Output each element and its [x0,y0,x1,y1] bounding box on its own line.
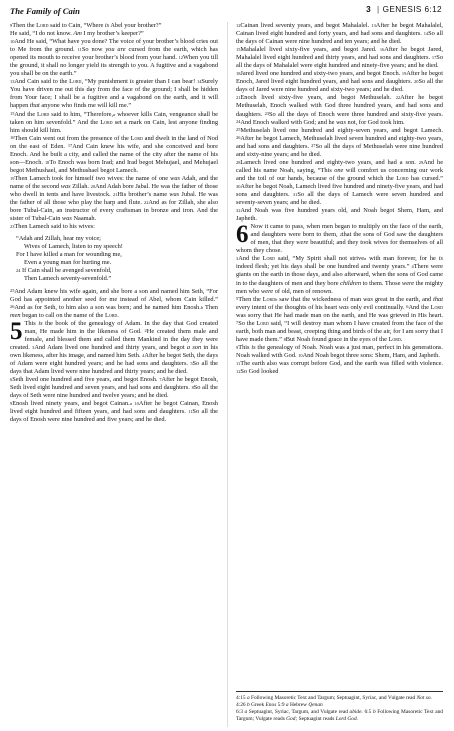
left-paragraph: $^9$Then the Lord said to Cain, “Where is Abel your brother?” [10,22,162,29]
footnote: 6:3 a Septuagint, Syriac, Targum, and Vulgate read abide. 6:5 b Following Masoretic Text and Targum; Vulgate reads God; Septuagint reads Lord God. [236,709,443,722]
poem [10,235,218,283]
poem-line: Wives of Lamech, listen to my speech! [24,243,123,251]
right-paragraph: $^{25}$Methuselah lived one hundred and eighty-seven years, and begot Lamech. $^{26}$After he begot Lamech, Methuselah lived seven hundred and eighty-two years, and had sons and daughters. $^{27}$So all the days of Methuselah were nine hundred and sixty-nine years; and he died. [236,126,443,158]
page-header [0,0,454,22]
left-paragraph: $^{25}$And Adam knew his wife again, and she bore a son and named him Seth, “For God has appointed another seed for me instead of Abel, whom Cain killed.” $^{26}$And as for Seth, to him also a son was born; and he named him Enosh.$^b$ Then men began to call on the name of the Lord. [10,287,218,319]
left-column [10,22,218,727]
left-paragraph: $^{13}$And Cain said to the Lord, “My punishment is greater than I can bear! $^{14}$Surely You have driven me out this day from the face of the ground; I shall be hidden from Your face; I shall be a fugitive and a vagabond on the earth, and it will happen that anyone who finds me will kill me.” [10,78,218,110]
page-body [10,22,446,727]
footnotes [236,691,443,723]
left-paragraph: $^{23}$Then Lamech said to his wives: [10,223,95,231]
poem-line: $^{24}$ If Cain shall be avenged sevenfold, [16,267,112,275]
column-gutter [227,22,228,727]
right-column [236,22,443,727]
right-paragraph: $^{11}$The earth also was corrupt before God, and the earth was filled with violence. $^{12}$So God looked [236,359,443,376]
right-paragraph: $^5$Then the Lord$^b$ saw that the wickedness of man was great in the earth, and that every intent of the thoughts of his heart was only evil continually. $^6$And the Lord was sorry that He had made man on the earth, and He was grieved in His heart. $^7$So the Lord said, “I will destroy man whom I have created from the face of the earth, both man and beast, creeping thing and birds of the air, for I am sorry that I have made them.” $^8$But Noah found grace in the eyes of the Lord. [236,295,443,343]
poem-line: Even a young man for hurting me. [24,259,112,267]
left-paragraph: $^{10}$And He said, “What have you done? The voice of your brother’s blood cries out to Me from the ground. $^{11}$So now you are cursed from the earth, which has opened its mouth to receive your brother’s blood from your hand. $^{12}$When you till the ground, it shall no longer yield its strength to you. A fugitive and a vagabond you shall be on the earth.” [10,38,218,78]
running-title: The Family of Cain [10,6,80,16]
left-paragraph: $^{19}$Then Lamech took for himself two wives: the name of one was Adah, and the name of the second was Zillah. $^{20}$And Adah bore Jabal. He was the father of those who dwell in tents and have livestock. $^{21}$His brother’s name was Jubal. He was the father of all those who play the harp and flute. $^{22}$And as for Zillah, she also bore Tubal-Cain, an instructor of every craftsman in bronze and iron. And the sister of Tubal-Cain was Naamah. [10,174,218,223]
right-column-text [236,22,443,376]
right-paragraph: $^{21}$Enoch lived sixty-five years, and begot Methuselah. $^{22}$After he begot Methuselah, Enoch walked with God three hundred years, and had sons and daughters. $^{23}$So all the days of Enoch were three hundred and sixty-five years. $^{24}$And Enoch walked with God; and he was not, for God took him. [236,94,443,126]
chapter-paragraph: 6 Now it came to pass, when men began to multiply on the face of the earth, and daughters were born to them, $^2$that the sons of God saw the daughters of men, that they were beautiful; and they took wives for themselves of all whom they chose. [236,221,443,255]
poem-line: Then Lamech seventy-sevenfold.” [24,275,112,283]
right-paragraph: $^{15}$Mahalalel lived sixty-five years, and begot Jared. $^{16}$After he begot Jared, Mahalalel lived eight hundred and thirty years, and had sons and daughters. $^{17}$So all the days of Mahalalel were eight hundred and ninety-five years; and he died. [236,46,443,70]
chapter-verse-ref: GENESIS 6:12 [382,5,442,14]
chapter-number: 5 [10,317,23,345]
left-paragraph: $^{16}$Then Cain went out from the presence of the Lord and dwelt in the land of Nod on the east of Eden. $^{17}$And Cain knew his wife, and she conceived and bore Enoch. And he built a city, and called the name of the city after the name of his son—Enoch. $^{18}$To Enoch was born Irad; and Irad begot Mehujael, and Mehujael begot Methushael, and Methushael begot Lamech. [10,134,218,174]
chapter-paragraph: 5 This is the book of the genealogy of Adam. In the day that God created man, He made him in the likeness of God. $^2$He created them male and female, and blessed them and called them Mankind in the day they were created. $^3$And Adam lived one hundred and thirty years, and begot a son in his own likeness, after his image, and named him Seth. $^4$After he begot Seth, the days of Adam were eight hundred years; and he had sons and daughters. $^5$So all the days that Adam lived were nine hundred and thirty years; and he died. [10,317,218,375]
right-paragraph: $^{32}$And Noah was five hundred years old, and Noah begot Shem, Ham, and Japheth. [236,207,443,223]
page-number: 3 [366,5,372,14]
left-paragraph: $^{15}$And the Lord said to him, “Therefore,$^a$ whoever kills Cain, vengeance shall be taken on him sevenfold.” And the Lord set a mark on Cain, lest anyone finding him should kill him. [10,110,218,134]
footnote: 4:15 a Following Masoretic Text and Targum; Septuagint, Syriac, and Vulgate read Not so. [236,695,432,701]
left-paragraph: $^9$Enosh lived ninety years, and begot Cainan.$^a$ $^{10}$After he begot Cainan, Enosh lived eight hundred and fifteen years, and had sons and daughters. $^{11}$So all the days of Enosh were nine hundred and five years; and he died. [10,400,218,424]
right-paragraph: $^{12}$Cainan lived seventy years, and begot Mahalalel. $^{13}$After he begot Mahalalel, Cainan lived eight hundred and forty years, and had sons and daughters. $^{14}$So all the days of Cainan were nine hundred and ten years; and he died. [236,22,443,46]
poem-line: “Adah and Zillah, hear my voice; [16,235,101,243]
footnote: 4:26 b Greek Enos 5:9 a Hebrew Qenan [236,702,323,708]
right-paragraph: $^{28}$Lamech lived one hundred and eighty-two years, and had a son. $^{29}$And he called his name Noah, saying, “This one will comfort us concerning our work and the toil of our hands, because of the ground which the Lord has cursed.” $^{30}$After he begot Noah, Lamech lived five hundred and ninety-five years, and had sons and daughters. $^{31}$So all the days of Lamech were seven hundred and seventy-seven years; and he died. [236,158,443,207]
page-reference: 3 | GENESIS 6:12 [366,5,442,14]
left-paragraph: He said, “I do not know. Am I my brother’s keeper?” [10,30,144,38]
chapter-number: 6 [236,221,249,249]
right-paragraph: $^9$This is the genealogy of Noah. Noah was a just man, perfect in his generations. Noah walked with God. $^{10}$And Noah begot three sons: Shem, Ham, and Japheth. [236,343,443,359]
right-paragraph: $^3$And the Lord said, “My Spirit shall not strive$^a$ with man forever, for he is indeed flesh; yet his days shall be one hundred and twenty years.” $^4$There were giants on the earth in those days, and also afterward, when the sons of God came in to the daughters of men and they bore children to them. Those were the mighty men who were of old, men of renown. [236,255,443,295]
left-paragraph: $^6$Seth lived one hundred and five years, and begot Enosh. $^7$After he begot Enosh, Seth lived eight hundred and seven years, and had sons and daughters. $^8$So all the days of Seth were nine hundred and twelve years; and he died. [10,376,218,400]
right-paragraph: $^{18}$Jared lived one hundred and sixty-two years, and begot Enoch. $^{19}$After he begot Enoch, Jared lived eight hundred years, and had sons and daughters. $^{20}$So all the days of Jared were nine hundred and sixty-two years; and he died. [236,70,443,94]
poem-line: For I have killed a man for wounding me, [16,251,122,259]
